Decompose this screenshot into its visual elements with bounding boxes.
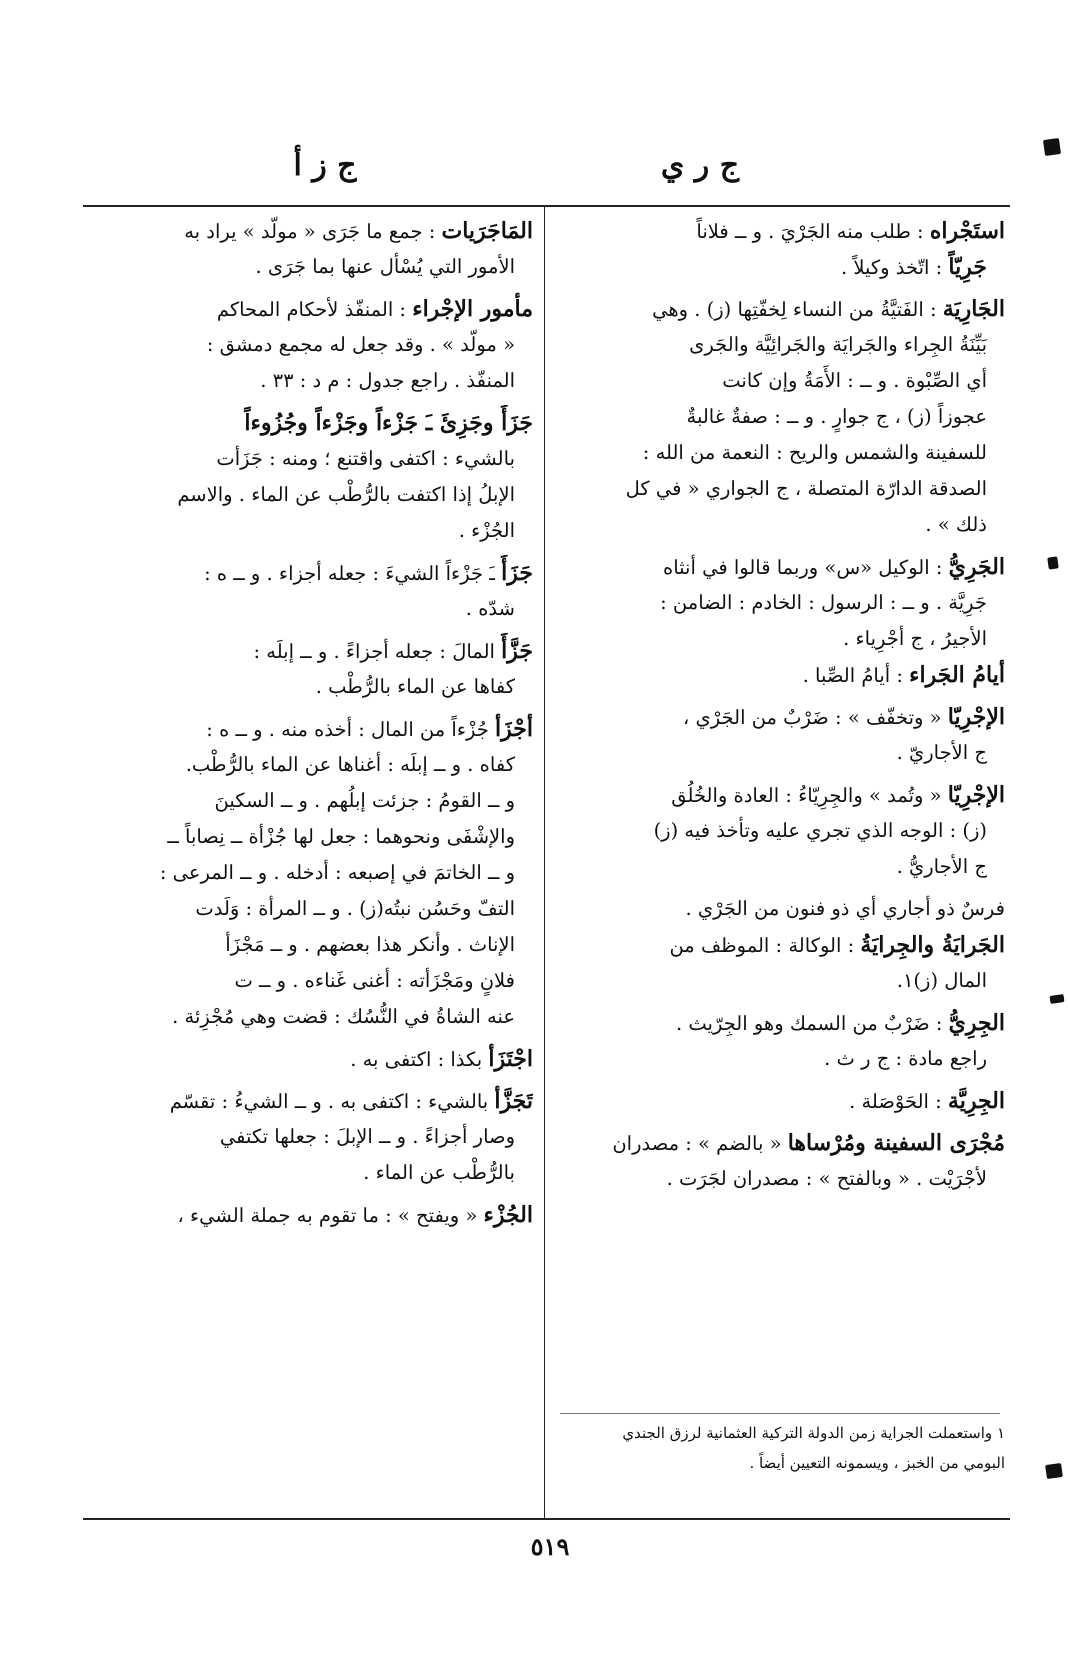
headword: أجْزَأ [495,716,533,742]
left-column [83,213,533,1233]
headword: مأمور الإجْراء [412,296,533,322]
definition-text: « بالضم » : مصدران [612,1132,788,1155]
definition-text: « ويفتح » : ما تقوم به جملة الشيء ، [177,1204,484,1227]
definition-text: : الفَتيَّةُ من النساء لِخفّتِها (ز) . وهي [652,298,943,321]
entry-line [83,747,533,783]
entry-line [555,777,1005,813]
headword: الجَرِيُّ [948,554,1005,580]
page-number: ٥١٩ [530,1532,570,1561]
entry-line [83,963,533,999]
definition-text: : اتّخذ وكيلاً . [840,256,949,279]
entry-line [83,855,533,891]
entry-line [83,927,533,963]
entry-line [83,819,533,855]
entry-line [555,1041,1005,1077]
definition-text: أي الصِّبْوة . و ــ : الأَمَةُ وإن كانت [722,369,987,392]
headword: استَجْراه [929,218,1005,244]
bottom-rule [83,1518,1010,1520]
headword: الجَارِيَة [942,296,1005,322]
definition-text: بالرُّطْب عن الماء . [363,1161,515,1184]
header-root-left: ج ز أ [293,148,357,183]
entry-line [83,783,533,819]
entry-line [555,249,1005,285]
entry-line [555,963,1005,999]
definition-text: بالشيء : اكتفى واقتنع ؛ ومنه : جَزَأت [216,447,515,470]
headword: الإجْرِيّا [947,782,1005,808]
entry-line [555,1125,1005,1161]
entry-line [83,213,533,249]
entry-line [555,699,1005,735]
entry-line [83,891,533,927]
headword: اجْتَزَأ [488,1046,533,1072]
entry-line [555,657,1005,693]
definition-text: : الوكيل «س» وربما قالوا في أنثاه [662,556,949,579]
entry-line [555,891,1005,927]
thumb-index-mark [1050,994,1065,1004]
entry-line [555,363,1005,399]
entry-line [555,621,1005,657]
entry-line [555,735,1005,771]
definition-text: للسفينة والشمس والريح : النعمة من الله : [642,441,987,464]
footnote-rule [560,1413,1000,1414]
entry-line [555,813,1005,849]
entry-line [555,1083,1005,1119]
entry-line [555,471,1005,507]
entry-line [83,477,533,513]
entry-line [83,555,533,591]
definition-text: « وتخفّف » : ضَرْبٌ من الجَرْي ، [683,706,948,729]
definition-text: : جمع ما جَرَى « مولّد » يراد به [184,220,442,243]
definition-text: فرسٌ ذو أجاري أي ذو فنون من الجَرْي . [685,897,1005,920]
entry-line [83,327,533,363]
definition-text: الصدقة الدارّة المتصلة ، ج الجواري « في كل [625,477,987,500]
definition-text: جُزْءاً من المال : أخذه منه . و ــ ه : [206,718,496,741]
definition-text: « مولّد » . وقد جعل له مجمع دمشق : [206,333,515,356]
entry-line [83,633,533,669]
headword: جَزَّأَ [501,638,533,664]
definition-text: الإبلُ إذا اكتفت بالرُّطْب عن الماء . والاسم [177,483,515,506]
entry-line [555,1005,1005,1041]
headword: مُجْرَى السفينة ومُرْساها [787,1130,1005,1156]
entry-line [555,549,1005,585]
definition-text: المنفّذ . راجع جدول : م د : ٣٣ . [260,369,515,392]
definition-text: كفاها عن الماء بالرُّطْب . [315,675,515,698]
entry-line [555,1161,1005,1197]
definition-text: ج الأجاريّ . [896,741,987,764]
definition-text: عجوزاً (ز) ، ج جوارٍ . و ــ : صفةٌ غالبةٌ [686,405,987,428]
entry-line [83,999,533,1035]
footnote-line: البومي من الخبز ، ويسمونه التعيين أيضاً . [749,1454,1005,1472]
definition-text: و ــ الخاتمَ في إصبعه : أدخله . و ــ المرعى : [159,861,515,884]
headword: الجُزْء [483,1202,533,1228]
entry-line [83,441,533,477]
entry-line [83,1041,533,1077]
entry-line [83,405,533,441]
entry-line [83,1155,533,1191]
definition-text: (ز) : الوجه الذي تجري عليه وتأخذ فيه (ز) [653,819,987,842]
entry-line [83,363,533,399]
thumb-index-mark [1043,138,1061,156]
definition-text: : أيامُ الصِّبا . [802,664,910,687]
entry-line [555,585,1005,621]
definition-text: المال (ز)١. [896,969,987,992]
definition-text: بالشيء : اكتفى به . و ــ الشيءُ : تقسّم [169,1090,495,1113]
entry-line [83,669,533,705]
entry-line [555,399,1005,435]
definition-text: شدّه . [465,597,515,620]
headword: جَرِيّاً [948,254,987,280]
entry-line [83,591,533,627]
entry-line [555,927,1005,963]
thumb-index-mark [1045,1463,1063,1479]
definition-text: ـَ جَزْءاً الشيءَ : جعله أجزاء . و ــ ه : [204,562,502,585]
footnote [560,1418,1005,1478]
entry-line [555,213,1005,249]
entry-line [555,327,1005,363]
column-divider [544,207,545,1518]
headword: أيامُ الجَراء [909,662,1005,688]
definition-text: الأمور التي يُسْأل عنها بما جَرَى . [255,255,515,278]
entry-line [83,1119,533,1155]
definition-text: الأجيرُ ، ج أجْرِياء . [843,627,987,650]
top-rule [83,205,1010,207]
entry-line [555,291,1005,327]
entry-line [83,711,533,747]
definition-text: بَيِّنَةُ الجِراء والجَرايَة والجَرائِيَّة والجَرى [689,333,987,356]
headword: جَزَأَ وجَزِئَ ـَ جَزْءاً وجَزْءاً وجُزُوءاً [244,410,533,436]
header-root-right: ج ر ي [660,148,740,183]
definition-text: والإشْفَى ونحوهما : جعل لها جُزْأة ــ نِصاباً ــ [167,825,515,848]
definition-text: الإناث . وأنكر هذا بعضهم . و ــ مَجْزَأ [225,933,515,956]
headword: الجِرِيُّ [948,1010,1005,1036]
definition-text: وصار أجزاءً . و ــ الإبلَ : جعلها تكتفي [219,1125,515,1148]
definition-text: ج الأجاريُّ . [896,855,987,878]
headword: الجِرِيَّة [947,1088,1005,1114]
headword: جَزَأَ [501,560,533,586]
definition-text: المالَ : جعله أجزاءً . و ــ إبلَه : [253,640,502,663]
definition-text: : الوكالة : الموظف من [669,934,861,957]
definition-text: : ضَرْبٌ من السمك وهو الجِرّيث . [675,1012,949,1035]
entry-line [83,513,533,549]
entry-line [555,507,1005,543]
right-column [555,213,1005,1197]
headword: الجَرايَةُ والجِرايَةُ [860,932,1005,958]
footnote-line: ١ واستعملت الجراية زمن الدولة التركية العثمانية لرزق الجندي [622,1424,1005,1442]
definition-text: و ــ القومُ : جزئت إبلُهم . و ــ السكينَ [214,789,515,812]
entry-line [83,1197,533,1233]
definition-text: راجع مادة : ج ر ث . [824,1047,987,1070]
definition-text: عنه الشاةُ في النُّسُك : قضت وهي مُجْزِئة . [172,1005,515,1028]
definition-text: : الحَوْصَلة . [849,1090,948,1113]
entry-line [83,291,533,327]
entry-line [83,249,533,285]
definition-text: الجُزْء . [458,519,515,542]
definition-text: « وتُمد » والجِرِيّاءُ : العادة والخُلُق [671,784,948,807]
definition-text: لأجْرَيْت . « وبالفتح » : مصدران لجَرَت . [666,1167,987,1190]
definition-text: بكذا : اكتفى به . [350,1048,489,1071]
definition-text: التفّ وحَسُن نبتُه(ز) . و ــ المرأة : وَلَدت [195,897,515,920]
definition-text: : المنفّذ لأحكام المحاكم [216,298,413,321]
entry-line [555,435,1005,471]
definition-text: ذلك » . [925,513,987,536]
headword: تَجَزَّأ [494,1088,533,1114]
definition-text: : طلب منه الجَرْيَ . و ــ فلاناً [696,220,930,243]
definition-text: جَرِيَّة . و ــ : الرسول : الخادم : الضامن : [660,591,987,614]
definition-text: كفاه . و ــ إبلَه : أغناها عن الماء بالرُّطْب. [185,753,515,776]
entry-line [83,1083,533,1119]
definition-text: فلانٍ ومَجْزَأته : أغنى غَناءه . و ــ ت [234,969,515,992]
headword: الإجْرِيّا [947,704,1005,730]
thumb-index-mark [1047,556,1059,569]
entry-line [555,849,1005,885]
headword: المَاجَرَيات [441,218,533,244]
